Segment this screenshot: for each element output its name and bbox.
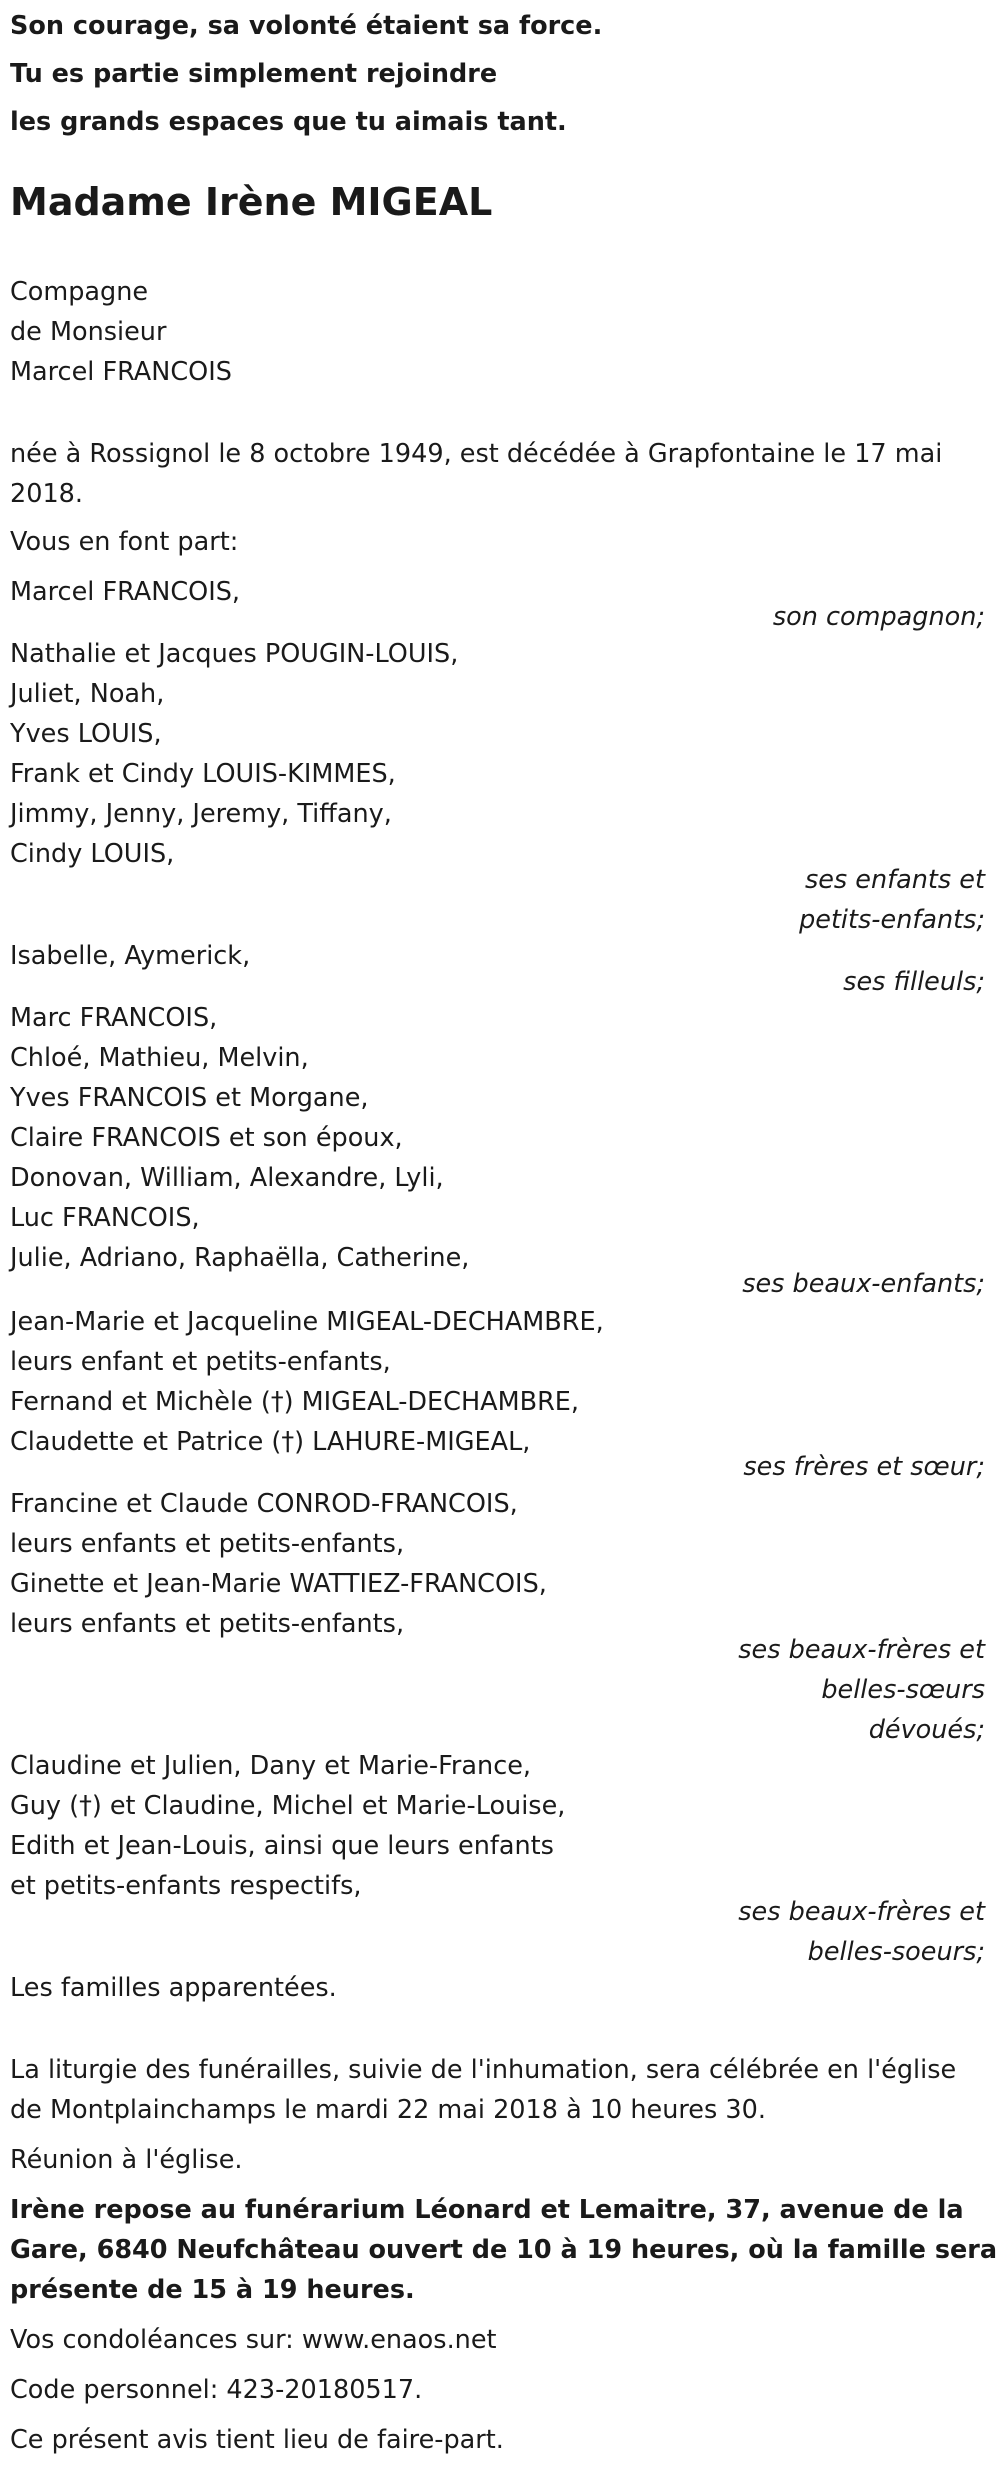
- liturgy-line: de Montplainchamps le mardi 22 mai 2018 à 10 heures 30.: [10, 2095, 766, 2125]
- mourner-line: leurs enfant et petits-enfants,: [10, 1347, 391, 1377]
- mourner-line: Jean-Marie et Jacqueline MIGEAL-DECHAMBRE,: [10, 1307, 604, 1337]
- relation-label: son compagnon;: [772, 602, 985, 632]
- relation-label: dévoués;: [868, 1715, 985, 1745]
- deceased-name: Madame Irène MIGEAL: [10, 180, 493, 224]
- quote-line: les grands espaces que tu aimais tant.: [10, 107, 567, 137]
- mourner-line: Edith et Jean-Louis, ainsi que leurs enfants: [10, 1831, 554, 1861]
- mourner-line: Jimmy, Jenny, Jeremy, Tiffany,: [10, 799, 392, 829]
- relation-label: petits-enfants;: [799, 905, 985, 935]
- mourner-line: leurs enfants et petits-enfants,: [10, 1609, 405, 1639]
- mourner-line: Julie, Adriano, Raphaëlla, Catherine,: [10, 1243, 470, 1273]
- mourner-line: Ginette et Jean-Marie WATTIEZ-FRANCOIS,: [10, 1569, 547, 1599]
- mourner-line: Cindy LOUIS,: [10, 839, 175, 869]
- mourner-line: Juliet, Noah,: [10, 679, 165, 709]
- related-families: Les familles apparentées.: [10, 1973, 337, 2003]
- mourner-line: Marc FRANCOIS,: [10, 1003, 218, 1033]
- mourner-line: Guy (†) et Claudine, Michel et Marie-Louise,: [10, 1791, 566, 1821]
- mourner-line: Marcel FRANCOIS,: [10, 577, 241, 607]
- mourner-line: Isabelle, Aymerick,: [10, 941, 251, 971]
- relation-label: ses enfants et: [804, 865, 985, 895]
- mourner-line: Chloé, Mathieu, Melvin,: [10, 1043, 309, 1073]
- liturgy-line: La liturgie des funérailles, suivie de l'inhumation, sera célébrée en l'église: [10, 2055, 957, 2085]
- mourner-line: Claire FRANCOIS et son époux,: [10, 1123, 403, 1153]
- mourner-line: Donovan, William, Alexandre, Lyli,: [10, 1163, 444, 1193]
- partner-line: Marcel FRANCOIS: [10, 357, 232, 387]
- mourner-line: Yves LOUIS,: [10, 719, 162, 749]
- relation-label: belles-soeurs;: [807, 1937, 985, 1967]
- mourner-line: Claudine et Julien, Dany et Marie-France,: [10, 1751, 532, 1781]
- reunion-note: Réunion à l'église.: [10, 2145, 243, 2175]
- mourner-line: Yves FRANCOIS et Morgane,: [10, 1083, 369, 1113]
- notice-footer: Ce présent avis tient lieu de faire-part.: [10, 2425, 504, 2455]
- condolences-link[interactable]: Vos condoléances sur: www.enaos.net: [10, 2325, 497, 2355]
- mourner-line: Claudette et Patrice (†) LAHURE-MIGEAL,: [10, 1427, 531, 1457]
- partner-line: de Monsieur: [10, 317, 167, 347]
- relation-label: ses frères et sœur;: [743, 1452, 985, 1482]
- personal-code: Code personnel: 423-20180517.: [10, 2375, 423, 2405]
- partner-line: Compagne: [10, 277, 149, 307]
- funerarium-line: présente de 15 à 19 heures.: [10, 2275, 415, 2305]
- mourner-line: Frank et Cindy LOUIS-KIMMES,: [10, 759, 396, 789]
- birth-death-line: 2018.: [10, 479, 84, 509]
- funerarium-line: Irène repose au funérarium Léonard et Lemaitre, 37, avenue de la: [10, 2195, 964, 2225]
- mourner-line: Luc FRANCOIS,: [10, 1203, 200, 1233]
- quote-line: Son courage, sa volonté étaient sa force.: [10, 11, 603, 41]
- mourner-line: Francine et Claude CONROD-FRANCOIS,: [10, 1489, 518, 1519]
- birth-death-line: née à Rossignol le 8 octobre 1949, est décédée à Grapfontaine le 17 mai: [10, 439, 943, 469]
- funerarium-line: Gare, 6840 Neufchâteau ouvert de 10 à 19 heures, où la famille sera: [10, 2235, 998, 2265]
- mourner-line: Fernand et Michèle (†) MIGEAL-DECHAMBRE,: [10, 1387, 580, 1417]
- mourner-line: et petits-enfants respectifs,: [10, 1871, 362, 1901]
- mourner-line: Nathalie et Jacques POUGIN-LOUIS,: [10, 639, 459, 669]
- relation-label: belles-sœurs: [821, 1675, 985, 1705]
- relation-label: ses beaux-enfants;: [742, 1269, 985, 1299]
- mourner-line: leurs enfants et petits-enfants,: [10, 1529, 405, 1559]
- relation-label: ses beaux-frères et: [738, 1897, 985, 1927]
- announcement-intro: Vous en font part:: [10, 527, 239, 557]
- quote-line: Tu es partie simplement rejoindre: [10, 59, 498, 89]
- relation-label: ses filleuls;: [843, 967, 985, 997]
- relation-label: ses beaux-frères et: [738, 1635, 985, 1665]
